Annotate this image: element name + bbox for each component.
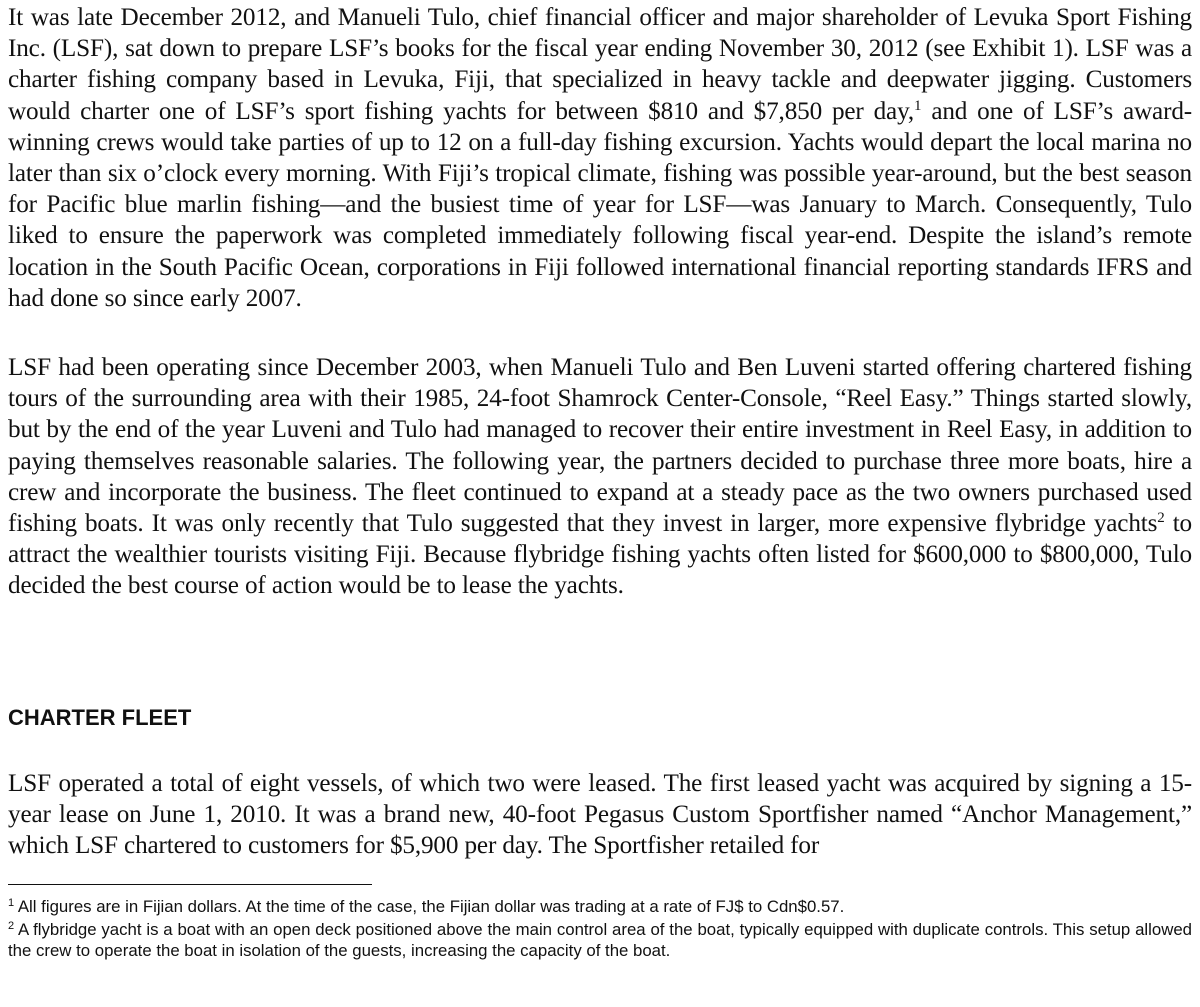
footnote-marker: 2 <box>8 920 15 932</box>
footnote-2 <box>8 920 1192 961</box>
footnote-reference-1[interactable]: 1 <box>914 97 922 114</box>
footnote-marker: 1 <box>8 897 15 909</box>
paragraph-text: LSF had been operating since December 2003, when Manueli Tulo and Ben Luveni started offering chartered fishing tours of the surrounding area with their 1985, 24-foot Shamrock Center-Console, “Reel Easy.” Things started slowly, but by the end of the year Luveni and Tulo had managed to recover their entire investment in Reel Easy, in addition to paying themselves reasonable salaries. The following year, the partners decided to purchase three more boats, hire a crew and incorporate the business. The fleet continued to expand at a steady pace as the two owners purchased used fishing boats. It was only recently that Tulo suggested that they invest in larger, more expensive flybridge yachts <box>8 354 1192 538</box>
paragraph-history <box>8 352 1192 602</box>
paragraph-charter-fleet: LSF operated a total of eight vessels, of which two were leased. The first leased yacht was acquired by signing a 15-year lease on June 1, 2010. It was a brand new, 40-foot Pegasus Custom Sportfisher named “Anchor Management,” which LSF chartered to customers for $5,900 per day. The Sportfisher retailed for <box>8 770 1192 860</box>
footnote-text: A flybridge yacht is a boat with an open deck positioned above the main control area of the boat, typically equipped with duplicate controls. This setup allowed the crew to operate the boat in isolation of the guests, increasing the capacity of the boat. <box>8 920 1192 960</box>
footnote-text: All figures are in Fijian dollars. At the time of the case, the Fijian dollar was trading at a rate of FJ$ to Cdn$0.57. <box>14 897 845 916</box>
footnote-reference-2[interactable]: 2 <box>1157 510 1165 527</box>
paragraph-text: to attract the wealthier tourists visiting Fiji. Because flybridge fishing yachts often listed for $600,000 to $800,000, Tulo decided the best course of action would be to lease the yachts. <box>8 510 1192 600</box>
section-heading: CHARTER FLEET <box>8 705 192 730</box>
footnote-1 <box>8 897 1192 918</box>
footnote-divider <box>8 884 372 885</box>
paragraph-intro <box>8 2 1192 314</box>
paragraph-text: and one of LSF’s award-winning crews would take parties of up to 12 on a full-day fishing excursion. Yachts would depart the local marina no later than six o’clock every morning. With Fiji’s tropical climate, fishing was possible year-around, but the best season for Pacific blue marlin fishing—and the busiest time of year for LSF—was January to March. Consequently, Tulo liked to ensure the paperwork was completed immediately following fiscal year-end. Despite the island’s remote location in the South Pacific Ocean, corporations in Fiji followed international financial reporting standards IFRS and had done so since early 2007. <box>8 97 1192 312</box>
paragraph-text: It was late December 2012, and Manueli Tulo, chief financial officer and major shareholder of Levuka Sport Fishing Inc. (LSF), sat down to prepare LSF’s books for the fiscal year ending November 30, 2012 (see Exhibit 1). LSF was a charter fishing company based in Levuka, Fiji, that specialized in heavy tackle and deepwater jigging. Customers would charter one of LSF’s sport fishing yachts for between $810 and $7,850 per day, <box>8 4 1192 125</box>
